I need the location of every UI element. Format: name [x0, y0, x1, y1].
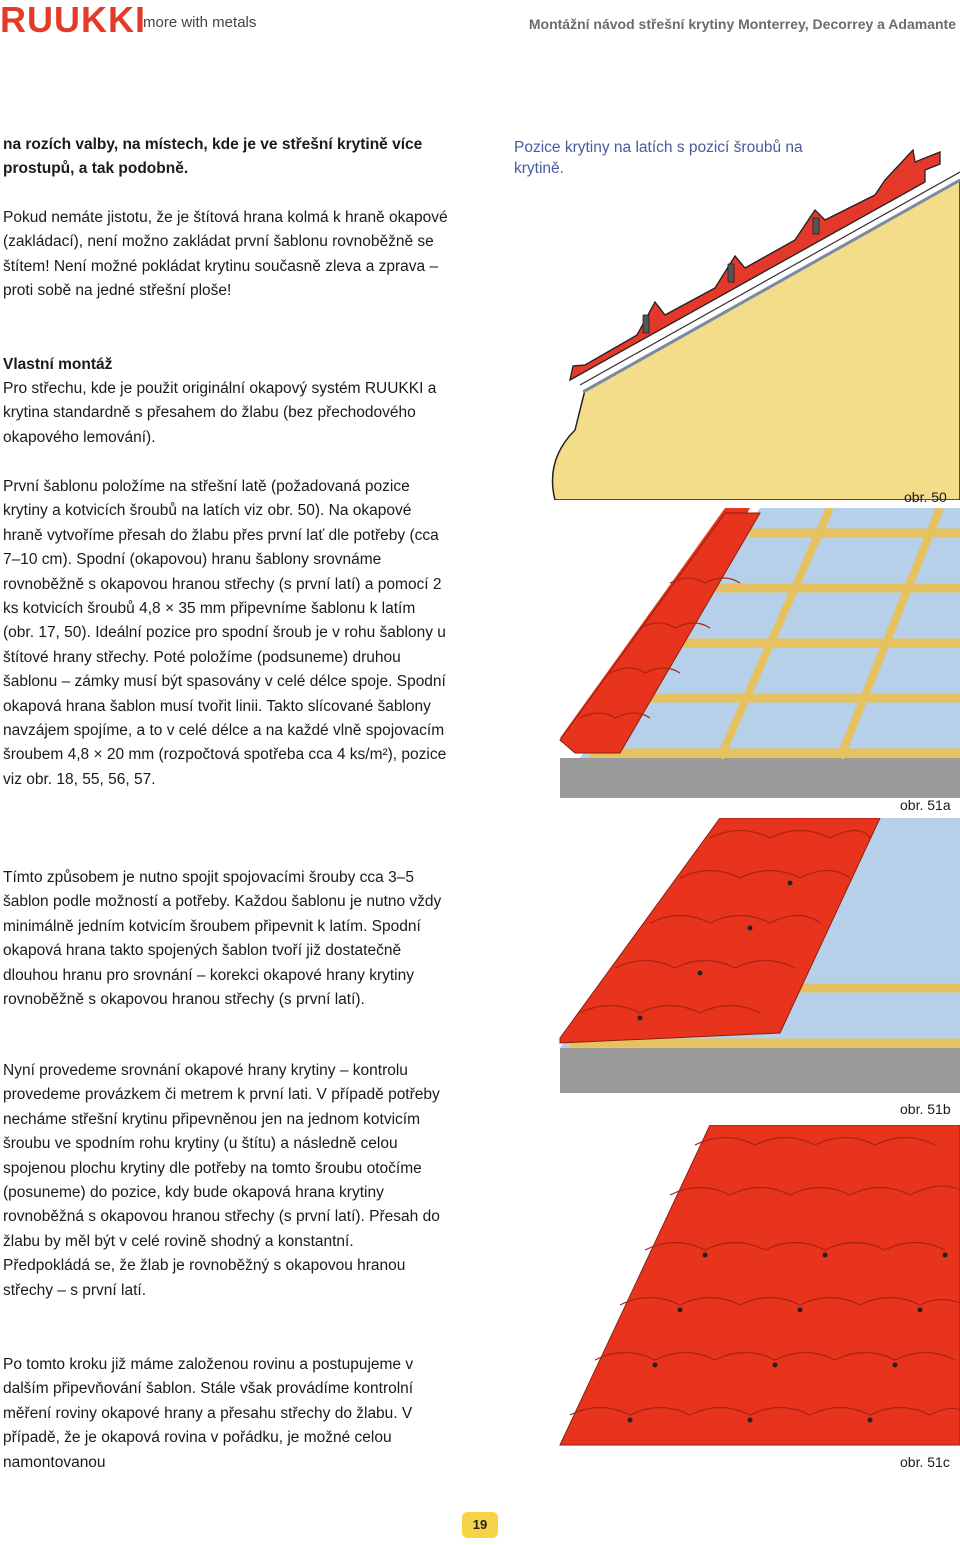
figure-51a-label: obr. 51a [900, 797, 951, 813]
figure-51c-roof [520, 1125, 960, 1465]
page-number: 19 [462, 1512, 498, 1538]
paragraph-screws: Tímto způsobem je nutno spojit spojovacími šrouby cca 3–5 šablon podle možností a potřeby. Každou šablonu je nutno vždy minimálně jedním kotvicím šroubem připevnit k latím. Spodní okapová hrana takto spojených šablon tvoří již dostatečně dlouhou hranu pro srovnání – korekci okapové hrany krytiny rovnoběžně s okapovou hranou střechy (s první latí). [3, 869, 442, 1009]
paragraph-alignment: Nyní provedeme srovnání okapové hrany krytiny – kontrolu provedeme provázkem či metrem k první lati. V případě potřeby necháme střešní krytinu připevněnou jen na jednom kotvicím šroubu ve spodním rohu krytiny (u štítu) a následně celou spojenou plochu krytiny dle potřeby na tomto šroubu otočíme (posuneme) do pozice, kdy bude okapová hrana krytiny rovnoběžná s okapovou hranou střechy (s první latí). Přesah do žlabu by měl být v celé rovině shodný a konstantní. Předpokládá se, že žlab je rovnoběžný s okapovou hranou střechy – s první latí. [3, 1062, 440, 1299]
figure-caption: Pozice krytiny na latích s pozicí šroubů na krytině. [514, 139, 803, 177]
figure-51c-label: obr. 51c [900, 1454, 950, 1470]
figure-51a-roof [520, 508, 960, 808]
intro-bold-text: na rozích valby, na místech, kde je ve střešní krytině více prostupů, a tak podobně. [3, 136, 423, 178]
paragraph-next-step: Po tomto kroku již máme založenou rovinu a postupujeme v dalším připevňování šablon. Stále však provádíme kontrolní měření roviny okapové hrany a přesahu střechy do žlabu. V případě, že je okapová rovina v pořádku, je možné celou namontovanou [3, 1356, 414, 1471]
figure-51b-label: obr. 51b [900, 1101, 951, 1117]
ruukki-logo: RUUKKI [0, 0, 146, 40]
figure-50-cross-section [545, 140, 960, 500]
figure-50-label: obr. 50 [904, 489, 947, 505]
paragraph-warning: Pokud nemáte jistotu, že je štítová hrana kolmá k hraně okapové (zakládací), není možno zakládat první šablonu rovnoběžně se štítem! Není možné pokládat krytinu současně zleva a zprava – proti sobě na jedné střešní ploše! [3, 209, 448, 300]
page-header [0, 0, 960, 52]
paragraph-system: Pro střechu, kde je použit originální okapový systém RUUKKI a krytina standardně s přesahem do žlabu (bez přechodového okapového lemování). [3, 380, 437, 446]
section-heading: Vlastní montáž [3, 356, 113, 373]
document-title: Montážní návod střešní krytiny Monterrey, Decorrey a Adamante [528, 16, 956, 32]
paragraph-first-sheet: První šablonu položíme na střešní latě (požadovaná pozice krytiny a kotvicích šroubů na latích viz obr. 50). Na okapové hraně vytvoříme přesah do žlabu přes první lať dle potřeby (cca 7–10 cm). Spodní (okapovou) hranu šablony srovnáme rovnoběžně s okapovou hranou střechy (s první latí) a pomocí 2 ks kotvicích šroubů 4,8 × 35 mm připevníme šablonu k latím (obr. 17, 50). Ideální pozice pro spodní šroub je v rohu šablony u štítové hrany střechy. Poté položíme (podsuneme) druhou šablonu – zámky musí být spasovány v celé délce spoje. Spodní okapová hrana šablon musí tvořit linii. Takto slícované šablony navzájem spojíme, a to v celé délce a na každé vlně spojovacím šroubem 4,8 × 20 mm (rozpočtová spotřeba cca 4 ks/m²), pozice viz obr. 18, 55, 56, 57. [3, 478, 447, 788]
tagline: more with metals [143, 14, 257, 31]
figure-51b-roof [520, 818, 960, 1098]
